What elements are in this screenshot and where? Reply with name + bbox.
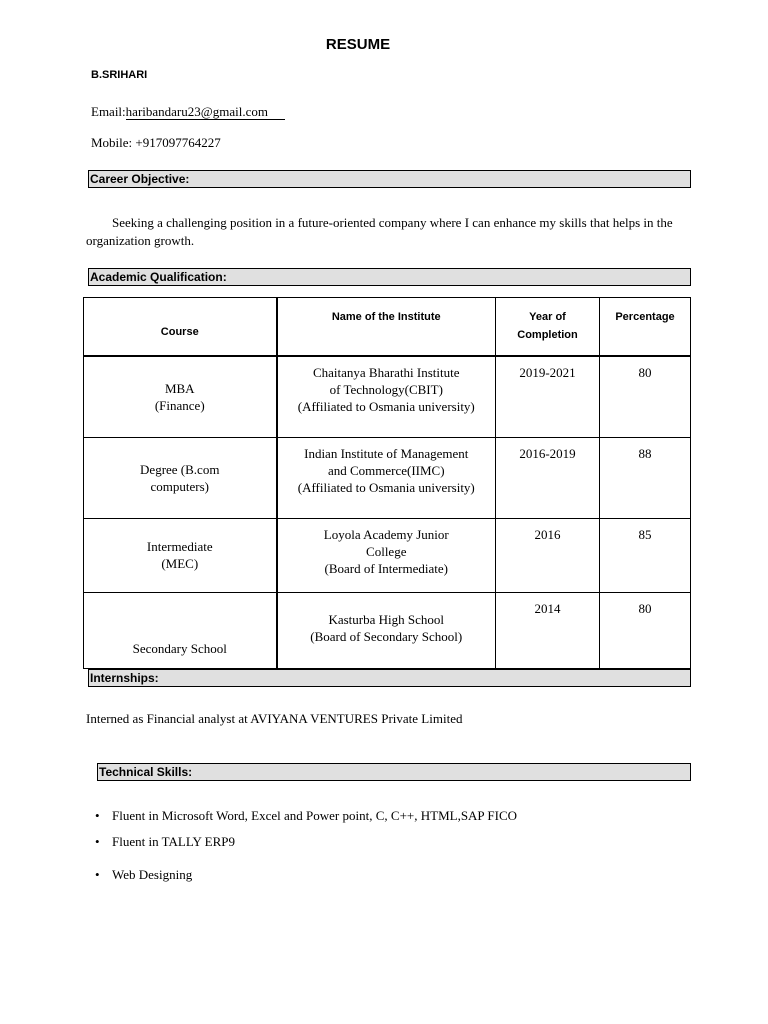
cell-percentage: 85	[600, 518, 691, 592]
header-percentage: Percentage	[600, 298, 691, 357]
candidate-name: B.SRIHARI	[91, 69, 148, 81]
list-item: • Fluent in Microsoft Word, Excel and Power point, C, C++, HTML,SAP FICO	[95, 808, 517, 834]
mobile-label: Mobile:	[91, 135, 133, 150]
academic-table	[83, 297, 691, 669]
cell-year: 2014	[496, 592, 600, 668]
mobile-number: +917097764227	[135, 135, 221, 150]
mobile-line	[91, 135, 221, 151]
section-internships: Internships:	[88, 669, 691, 687]
cell-course: Secondary School	[84, 592, 277, 668]
cell-institute: Indian Institute of Management and Commerce(IIMC) (Affiliated to Osmania university)	[277, 437, 496, 518]
cell-percentage: 80	[600, 356, 691, 437]
cell-course: MBA (Finance)	[84, 356, 277, 437]
cell-institute: Chaitanya Bharathi Institute of Technology(CBIT) (Affiliated to Osmania university)	[277, 356, 496, 437]
cell-year: 2016-2019	[496, 437, 600, 518]
resume-title: RESUME	[325, 36, 391, 53]
cell-year: 2016	[496, 518, 600, 592]
email-link[interactable]: haribandaru23@gmail.com	[126, 105, 285, 120]
cell-course: Degree (B.com computers)	[84, 437, 277, 518]
table-header-row	[84, 298, 691, 357]
table-row	[84, 592, 691, 668]
header-course: Course	[84, 298, 277, 357]
cell-percentage: 80	[600, 592, 691, 668]
email-label: Email:	[91, 104, 126, 119]
internship-text: Interned as Financial analyst at AVIYANA VENTURES Private Limited	[86, 711, 463, 726]
list-item: • Fluent in TALLY ERP9	[95, 834, 517, 867]
cell-institute: Loyola Academy Junior College (Board of Intermediate)	[277, 518, 496, 592]
table-row	[84, 437, 691, 518]
skills-list	[95, 808, 517, 883]
header-year: Year of Completion	[496, 298, 600, 357]
career-objective-text: Seeking a challenging position in a future-oriented company where I can enhance my skills that helps in the organization growth.	[86, 215, 673, 248]
cell-course: Intermediate (MEC)	[84, 518, 277, 592]
header-institute: Name of the Institute	[277, 298, 496, 357]
cell-percentage: 88	[600, 437, 691, 518]
table-row	[84, 518, 691, 592]
list-item: • Web Designing	[95, 867, 517, 883]
section-career-objective: Career Objective:	[88, 170, 691, 188]
email-line	[91, 104, 285, 120]
cell-year: 2019-2021	[496, 356, 600, 437]
table-row	[84, 356, 691, 437]
section-academic-qualification: Academic Qualification:	[88, 268, 691, 286]
section-technical-skills: Technical Skills:	[97, 763, 691, 781]
cell-institute: Kasturba High School (Board of Secondary School)	[277, 592, 496, 668]
